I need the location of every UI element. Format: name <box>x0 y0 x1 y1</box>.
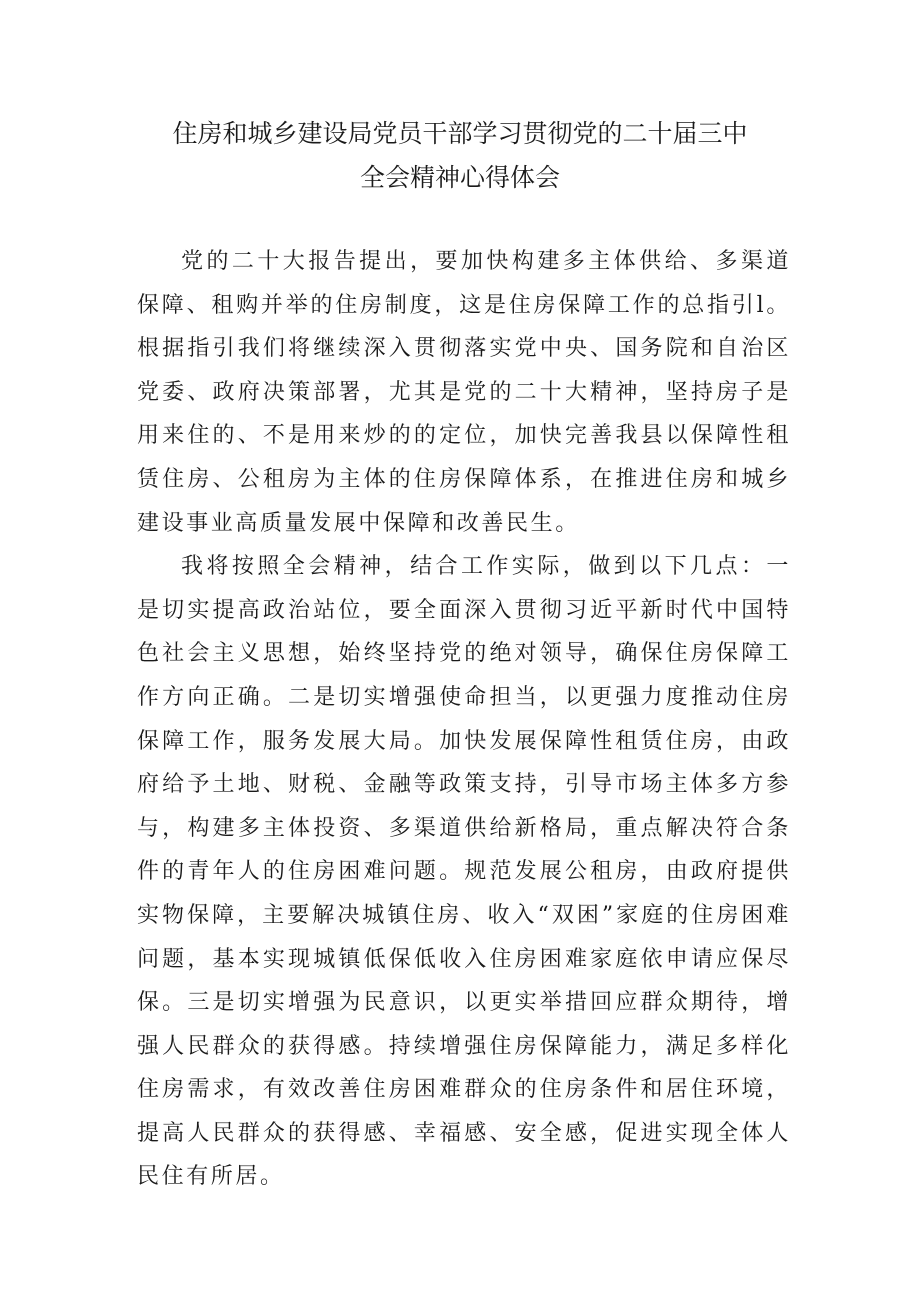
document-body <box>137 240 791 1199</box>
paragraph-2: 我将按照全会精神，结合工作实际，做到以下几点：一是切实提高政治站位，要全面深入贯彻习近平新时代中国特色社会主义思想，始终坚持党的绝对领导，确保住房保障工作方向正确。二是切实增强使命担当，以更强力度推动住房保障工作，服务发展大局。加快发展保障性租赁住房，由政府给予土地、财税、金融等政策支持，引导市场主体多方参与，构建多主体投资、多渠道供给新格局，重点解决符合条件的青年人的住房困难问题。规范发展公租房，由政府提供实物保障，主要解决城镇住房、收入“双困”家庭的住房困难问题，基本实现城镇低保低收入住房困难家庭依申请应保尽保。三是切实增强为民意识，以更实举措回应群众期待，增强人民群众的获得感。持续增强住房保障能力，满足多样化住房需求，有效改善住房困难群众的住房条件和居住环境，提高人民群众的获得感、幸福感、安全感，促进实现全体人民住有所居。 <box>137 554 791 1190</box>
title-line-2: 全会精神心得体会 <box>359 163 560 192</box>
document-title <box>0 112 920 200</box>
paragraph-1: 党的二十大报告提出，要加快构建多主体供给、多渠道保障、租购并举的住房制度，这是住房保障工作的总指引l。根据指引我们将继续深入贯彻落实党中央、国务院和自治区党委、政府决策部署，尤其是党的二十大精神，坚持房子是用来住的、不是用来炒的的定位，加快完善我县以保障性租赁住房、公租房为主体的住房保障体系，在推进住房和城乡建设事业高质量发展中保障和改善民生。 <box>137 249 791 536</box>
title-line-1: 住房和城乡建设局党员干部学习贯彻党的二十届三中 <box>172 119 748 148</box>
